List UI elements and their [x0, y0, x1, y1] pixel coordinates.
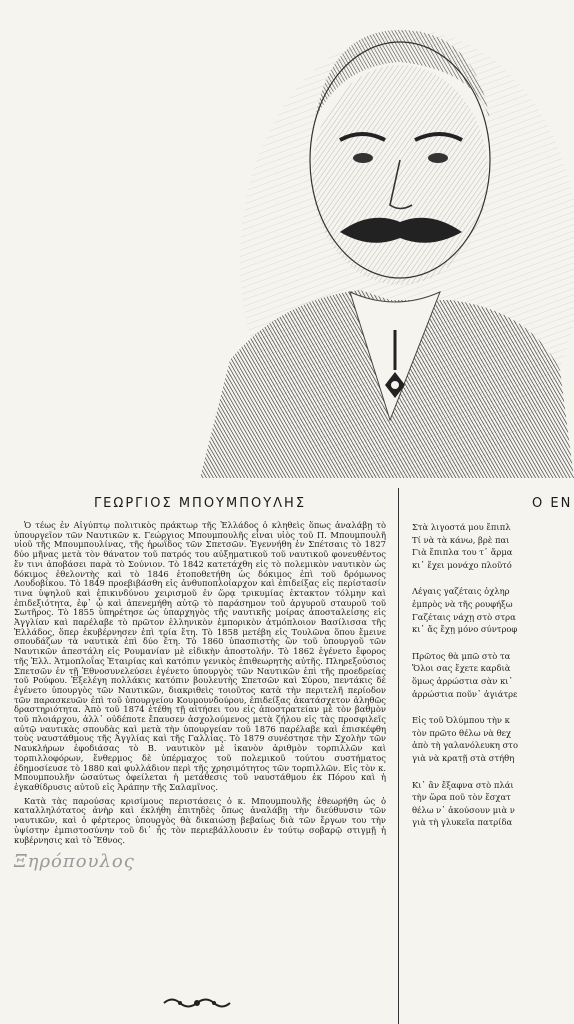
- poem-line: Εἰς τοῦ Ὀλύμπου τὴν κ: [412, 715, 510, 726]
- article-column: [14, 496, 386, 872]
- poem-stanza: [412, 585, 574, 635]
- poem-line: ἐμπρὸς νὰ τῆς ρουφήξω: [412, 598, 513, 609]
- poem-line: θέλω ν᾽ ἀκούσουν μιὰ ν: [412, 804, 515, 815]
- poem-line: ἀπὸ τὴ γαλανόλευκη στο: [412, 740, 518, 751]
- poem-stanza: [412, 650, 574, 700]
- poem-line: τὴν ὥρα ποῦ τὸν ἔσχατ: [412, 792, 511, 803]
- poem-line: Τί νὰ τὰ κάνω, βρὲ παι: [412, 534, 510, 545]
- poem-line: ὅμως ἀρρώστια σὰν κι᾽: [412, 675, 513, 686]
- article-title: ΓΕΩΡΓΙΟΣ ΜΠΟΥΜΠΟΥΛΗΣ: [93, 496, 307, 511]
- poem-title: Ο ΕΝ: [532, 496, 573, 511]
- poem-column: [412, 496, 574, 843]
- column-divider: [398, 488, 399, 1024]
- poem-line: Πρῶτος θὰ μπῶ στὸ τα: [412, 650, 511, 661]
- poem-body: [412, 521, 574, 829]
- portrait-engraving: [190, 0, 574, 478]
- poem-line: Γαζέταις νάχῃ στὸ στρα: [412, 611, 516, 622]
- poem-line: Στὰ λιγοστά μου ἔπιπλ: [412, 522, 511, 532]
- poem-stanza: [412, 521, 574, 571]
- poem-line: ἀρρώστια ποῦν᾽ ἀγιάτρε: [412, 688, 518, 699]
- poem-line: Γιὰ ἔπιπλα του τ᾽ ἄρμα: [412, 547, 513, 558]
- poem-line: Ὅλοι σας ἔχετε καρδιὰ: [412, 663, 511, 674]
- article-paragraph: Ὁ τέως ἐν Αἰγύπτῳ πολιτικὸς πράκτωρ τῆς Ἑλλάδος ὁ κληθεὶς ὅπως ἀναλάβῃ τὸ ὑπουργεῖον τῶν Ναυτικῶν κ. Γεώργιος Μπουμπουλῆς εἶναι υἱὸς τοῦ Π. Μπουμπουλῆ υἱοῦ τῆς Μπουμπουλίνας, τῆς ἡρωΐδος τῶν Σπετσῶν. Ἐγεννήθη ἐν Σπέτσαις τὸ 1827 δύο μῆνας μετὰ τὸν θάνατον τοῦ πατρός του αὐξηματικοῦ τοῦ ναυτικοῦ φονευθέντος ἔν τινι ἀποβάσει παρὰ τὸ Σούνιον. Τὸ 1842 κατετάχθη εἰς τὸ πολεμικὸν ναυτικὸν ὡς δόκιμος ἐθελοντὴς καὶ τὸ 1846 ἐτοποθετήθη ὡς δόκιμος ἐπὶ τοῦ δρόμωνος Λουδοβίκου. Τὸ 1849 προεβιβάσθη εἰς ἀνθυποπλοίαρχον καὶ ἐπιδείξας εἰς περίστασίν τινα ὑψηλοῦ καὶ ἐπικινδύνου χειρισμοῦ ἐν ὥρᾳ τρικυμίας ἐκτακτον τόλμην καὶ ἐπιδεξιότητα, ἐφ᾽ ᾧ καὶ ἀπενεμήθη αὐτῷ τὸ παράσημον τοῦ ἀργυροῦ σταυροῦ τοῦ Σωτῆρος. Τὸ 1855 ὑπηρέτησε ὡς ὑπαρχηγὸς τῆς ναυτικῆς μοίρας ἀποσταλείσης εἰς Ἀγγλίαν καὶ παρέλαβε τὸ πρῶτον ἑλληνικὸν ἐμπορικὸν ἀτμόπλοιον Βασίλισσα τῆς Ἑλλάδος, ὅπερ ἐκυβέρνησεν ἐπὶ τρία ἔτη. Τὸ 1858 μετέβη εἰς Τουλῶνα ὅπου ἔμεινε σπουδάζων τὰ ναυτικὰ ἐπὶ δύο ἔτη. Τὸ 1860 ὑπασπιστὴς ὢν τοῦ ὑπουργοῦ τῶν Ναυτικῶν ἀπεστάλη εἰς Ρουμανίαν μὲ εἰδικὴν ἀποστολήν. Τὸ 1862 ἐγένετο ἔφορος τῆς Ἑλλ. Ἀτμοπλοΐας Ἑταιρίας καὶ κατόπιν γενικὸς ἐπιθεωρητὴς αὐτῆς. Πληρεξούσιος Σπετσῶν ἐν τῇ Ἐθνοσυνελεύσει ἐγένετο ὑπουργὸς τῶν Ναυτικῶν ἐπὶ τῆς προεδρείας τοῦ Ρούφου. Ἐξελέγη πολλάκις κατόπιν βουλευτὴς Σπετσῶν καὶ Σύρου, πεντάκις δὲ ἐγένετο ὑπουργὸς τῶν Ναυτικῶν, διακριθεὶς τοιοῦτος κατὰ τὴν περιτελῆ περίοδον τῶν παρασκευῶν ἐπὶ τοῦ ὑπουργείου Κουμουνδούρου, ἐπιδείξας ἀκατάσχετον ἀληθῶς δραστηριότητα. Ἀπὸ τοῦ 1874 ἐτέθη τῇ αἰτήσει του εἰς ἀποστρατείαν μὲ τὸν βαθμὸν τοῦ πλοιάρχου, ἀλλ᾽ οὐδέποτε ἔπαυσεν ἀσχολούμενος μετὰ ζήλου εἰς τὰς προσφιλεῖς αὐτῷ ναυτικὰς σπουδὰς καὶ μετὰ τὴν ὑπουργείαν τοῦ 1876 παρέλαβε καὶ ἐπισκέφθη τοὺς ναυστάθμους τῆς Ἀγγλίας καὶ τῆς Γαλλίας. Τὸ 1879 συνέστησε τὴν Σχολὴν τῶν Ναυκλήρων ἐφοδιάσας τὸ Β. ναυτικὸν μὲ ἱκανὸν ἀριθμὸν τορπιλλῶν καὶ τορπιλλοφόρων, ἔνθερμος δὲ ὑπέρμαχος τοῦ πολεμικοῦ τούτου συστήματος ἐδημοσίευσε τὸ 1880 καὶ φυλλάδιον περὶ τῆς χρησιμότητος τῶν τορπιλλῶν. Εἰς τὸν κ. Μπουμπουλῆν ὡσαύτως ὀφείλεται ἡ μετάθεσις τοῦ ναυστάθμου ἐκ Πόρου καὶ ἡ ἐγκαθίδρυσις αὐτοῦ εἰς Ἀράπην τῆς Σαλαμῖνος.: [14, 520, 386, 792]
- poem-line: γιὰ τὴ γλυκεῖα πατρίδα: [412, 817, 513, 828]
- article-body: [14, 521, 386, 845]
- poem-stanza: [412, 714, 574, 764]
- poem-line: κι᾽ ἔχει μονάχο πλοῦτό: [412, 559, 512, 570]
- poem-stanza: [412, 779, 574, 829]
- poem-line: Λέγαις γαζέταις ὀχληρ: [412, 586, 510, 597]
- poem-line: Κι᾽ ἂν ἔξαφνα στὸ πλάι: [412, 779, 514, 790]
- handwritten-signature: Ξηρόπουλος: [14, 851, 135, 873]
- decorative-ornament-icon: [162, 995, 232, 1014]
- poem-line: γιὰ νὰ κρατῇ στὰ στήθη: [412, 752, 515, 763]
- poem-line: κι᾽ ἄς ἔχῃ μόνο σύντροφ: [412, 624, 518, 635]
- article-paragraph: Κατὰ τὰς παρούσας κρισίμους περιστάσεις ὁ κ. Μπουμπουλῆς ἐθεωρήθη ὡς ὁ καταλληλότατος ἀνὴρ καὶ ἐκλήθη ἐπιτηδὲς ὅπως ἀναλάβῃ τὴν διεύθυνσιν τῶν ναυτικῶν, καὶ ὁ φέρτερος ὑπουργὸς θὰ δικαιώσῃ βεβαίως διὰ τῶν ἔργων του τὴν ὑψίστην ἐμπιστοσύνην τοῦ δι᾽ ἧς τὸν περιεβάλλουσιν ἐν τούτῳ σοβαρῷ στιγμῇ ἡ κυβέρνησις καὶ τὸ Ἔθνος.: [14, 795, 386, 845]
- poem-line: τὸν πρῶτο θέλω νὰ θεχ: [412, 727, 512, 738]
